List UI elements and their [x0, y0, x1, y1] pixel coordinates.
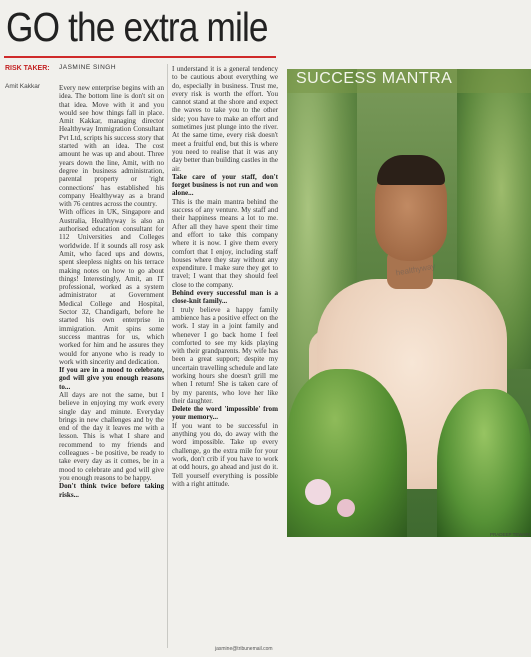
subheading: Delete the word 'impossible' from your memory... — [172, 405, 278, 422]
subheading: Don't think twice before taking risks... — [59, 482, 164, 499]
subheading: Behind every successful man is a close-knit family... — [172, 289, 278, 306]
paragraph: I truly believe a happy family ambience has a positive effect on the work. I stay in a joint family and whenever I go back home I feel comforted to see my kids playing with their grandparents. My wife has been a great support; despite my uncertain travelling schedule and late working hours she doesn't grill me when I return! She is taken care of by my parents, who love her like their daughter. — [172, 305, 278, 405]
flower — [305, 479, 331, 505]
portrait-photo — [287, 69, 531, 537]
paragraph: If you want to be successful in anything you do, do away with the word impossible. Take up every challenge, go the extra mile for your work, don't crib if you have to work at odd hours, go ahead and just do it. Tell yourself everything is possible with a right attitude. — [172, 421, 278, 488]
paragraph: All days are not the same, but I believe in enjoying my work every single day and minute. Everyday brings in new challenges and by the end of the day it leaves me with a lesson. This is what I share and recommend to my friends and colleagues - be positive, be ready to take every day as it comes, be in a mood to celebrate and god will give you enough reasons to be happy. — [59, 390, 164, 482]
article-column-1 — [59, 84, 164, 499]
paragraph: This is the main mantra behind the success of any venture. My staff and their happiness means a lot to me. After all they have spent their time and effort to take this company where it is now. I give them every comfort that I enjoy, including staff houses where they stay without any expenditure. I make sure they get to travel; I want that they should feel close to the company. — [172, 197, 278, 289]
plant-right — [437, 389, 531, 537]
paragraph: I understand it is a general tendency to be cautious about everything we do, especially in business. Trust me, every risk is worth the effort. You cannot stand at the shore and expect the waves to take you to the other side; you have to make an effort and sometimes just plunge into the river. At the same time, every risk doesn't meet a fruitful end, but this is where you need to realise that it was any day better than building castles in the air. — [172, 65, 278, 173]
risk-taker-name: Amit Kakkar — [5, 83, 41, 90]
flower — [337, 499, 355, 517]
banner-title: SUCCESS MANTRA — [296, 70, 453, 87]
subheading: Take care of your staff, don't forget business is not run and won alone... — [172, 172, 278, 198]
hair — [377, 155, 445, 185]
article-column-2 — [172, 65, 278, 488]
paragraph: Every new enterprise begins with an idea. The bottom line is don't sit on that idea. Move with it and you would see how things fall in place. Amit Kakkar, managing director Healthyway Immigration Consultant Pvt Ltd, scripts his success story that started with an idea. The cost amount he was up and about. Three years down the line, Amit, with no degree in business administration, parental property or 'right connections' has established his company Healthyway as a brand with 76 centres across the country. — [59, 84, 164, 209]
subheading: If you are in a mood to celebrate, god will give you enough reasons to... — [59, 366, 164, 391]
paragraph: With offices in UK, Singapore and Australia, Healthyway is also an authorised education consultant for 112 Universities and Colleges worldwide. If it sounds all rosy ask Amit, who faced ups and downs, spent sleepless nights on his terrace making notes on how to go about things! Interestingly, Amit, an IT professional, worked as a system administrator at Government Medical College and Hospital, Sector 32, Chandigarh, before he started his own enterprise in immigration. Amit spins some success mantras for us, which worked for him and he assures they would for anyone who is ready to work with sincerity and dedication. — [59, 208, 164, 366]
risk-taker-label: RISK TAKER: — [5, 65, 50, 72]
shirt-logo-text: healthyway — [395, 261, 437, 278]
column-divider — [167, 64, 168, 648]
byline: JASMINE SINGH — [59, 64, 117, 71]
author-email: jasmine@tribunemail.com — [215, 646, 273, 652]
headline-rule — [4, 56, 276, 58]
headline: GO the extra mile — [6, 4, 268, 50]
photo-credit: PRADEEP TEWARI — [490, 532, 530, 537]
